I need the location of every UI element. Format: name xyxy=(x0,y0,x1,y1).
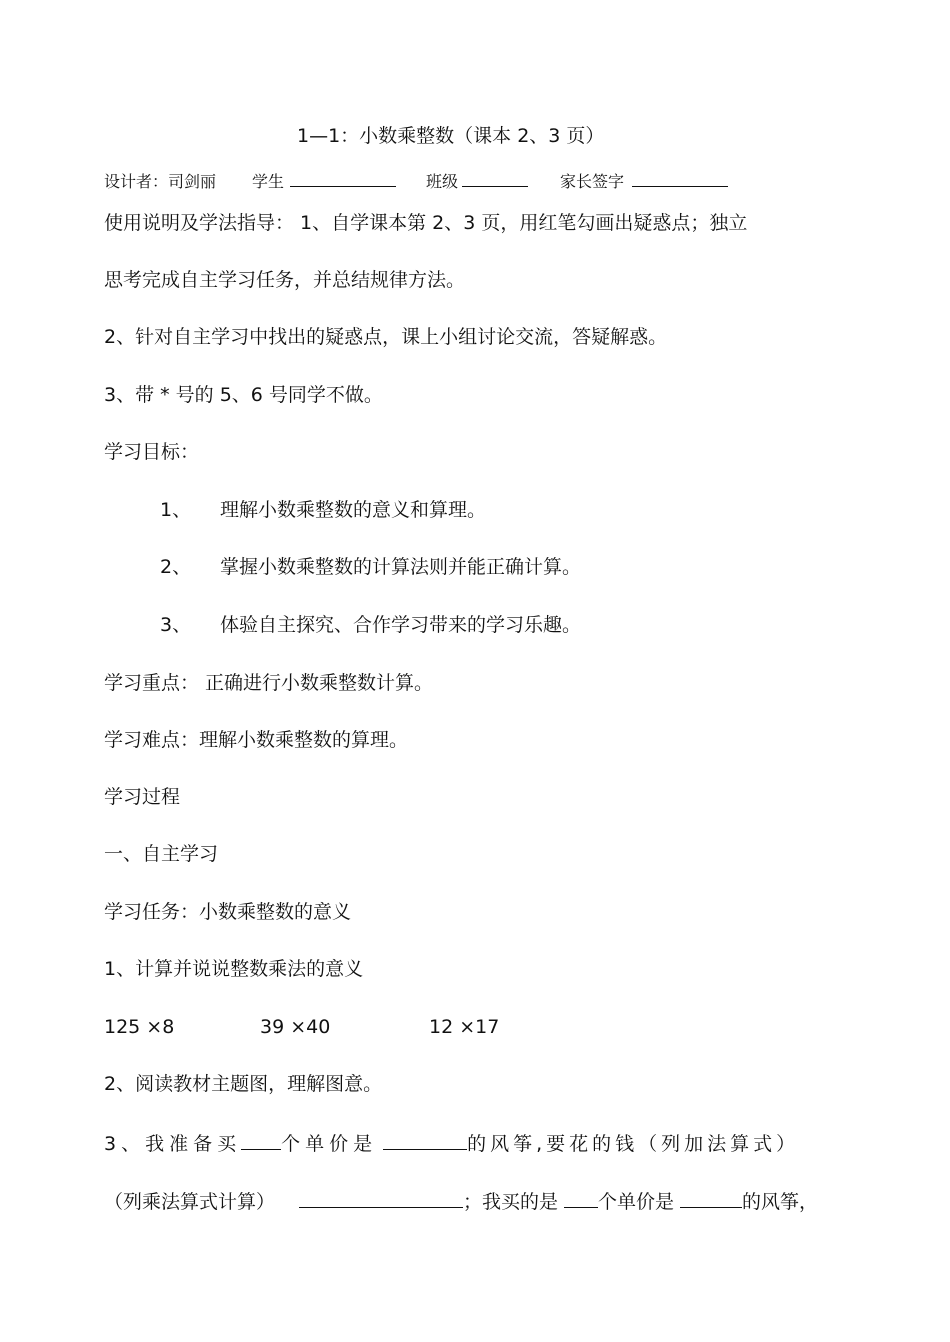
question-1: 1、计算并说说整数乘法的意义 xyxy=(104,958,364,980)
parent-sign-label: 家长签字 xyxy=(560,172,625,191)
price-blank-2[interactable] xyxy=(680,1191,742,1208)
section-heading: 一、自主学习 xyxy=(104,843,219,865)
question-3-line-1 xyxy=(104,1133,799,1154)
instructions-line-4: 3、带 * 号的 5、6 号同学不做。 xyxy=(104,384,383,406)
question-2: 2、阅读教材主题图，理解图意。 xyxy=(104,1073,383,1095)
q3-text: ；我买的是 xyxy=(463,1191,559,1213)
instructions-line-3: 2、针对自主学习中找出的疑惑点，课上小组讨论交流，答疑解惑。 xyxy=(104,326,668,348)
goals-heading: 学习目标： xyxy=(104,441,200,463)
calc-item: 39 ×40 xyxy=(260,1016,331,1038)
calc-item: 12 ×17 xyxy=(429,1016,500,1038)
multiplication-blank[interactable] xyxy=(299,1191,463,1208)
q3-text: （列乘法算式计算） xyxy=(104,1191,276,1213)
quantity-blank-2[interactable] xyxy=(564,1191,598,1208)
page-title: 1—1：小数乘整数（课本 2、3 页） xyxy=(297,125,605,147)
goal-number: 3、 xyxy=(160,614,192,636)
class-label: 班级 xyxy=(426,172,459,191)
process-heading: 学习过程 xyxy=(104,786,181,808)
goal-text: 体验自主探究、合作学习带来的学习乐趣。 xyxy=(220,614,582,636)
q3-text: 个单价是 xyxy=(598,1191,675,1213)
goal-text: 理解小数乘整数的意义和算理。 xyxy=(220,499,487,521)
goal-item xyxy=(160,616,581,635)
question-3-line-2 xyxy=(104,1191,818,1212)
designer-label: 设计者：司剑丽 xyxy=(104,172,217,191)
q3-text: 的风筝,要花的钱（列加法算式） xyxy=(467,1133,800,1155)
goal-number: 2、 xyxy=(160,556,192,578)
q3-text: 个单价是 xyxy=(281,1133,378,1155)
goal-text: 掌握小数乘整数的计算法则并能正确计算。 xyxy=(220,556,582,578)
calc-item: 125 ×8 xyxy=(104,1016,175,1038)
instructions-line-2: 思考完成自主学习任务，并总结规律方法。 xyxy=(104,269,466,291)
header-info-row xyxy=(104,170,728,190)
parent-sign-blank[interactable] xyxy=(632,170,728,187)
instructions-line-1: 使用说明及学法指导： 1、自学课本第 2、3 页，用红笔勾画出疑惑点；独立 xyxy=(104,212,748,234)
goal-item xyxy=(160,501,486,520)
class-blank[interactable] xyxy=(462,170,528,187)
price-blank[interactable] xyxy=(383,1133,467,1150)
goal-item xyxy=(160,558,581,577)
task-heading: 学习任务：小数乘整数的意义 xyxy=(104,901,352,923)
q3-text: 的风筝， xyxy=(742,1191,819,1213)
key-point: 学习重点： 正确进行小数乘整数计算。 xyxy=(104,672,434,694)
quantity-blank[interactable] xyxy=(241,1133,281,1150)
difficulty: 学习难点：理解小数乘整数的算理。 xyxy=(104,729,409,751)
goal-number: 1、 xyxy=(160,499,192,521)
student-blank[interactable] xyxy=(290,170,396,187)
q3-text: 3、我准备买 xyxy=(104,1133,242,1155)
student-label: 学生 xyxy=(252,172,285,191)
